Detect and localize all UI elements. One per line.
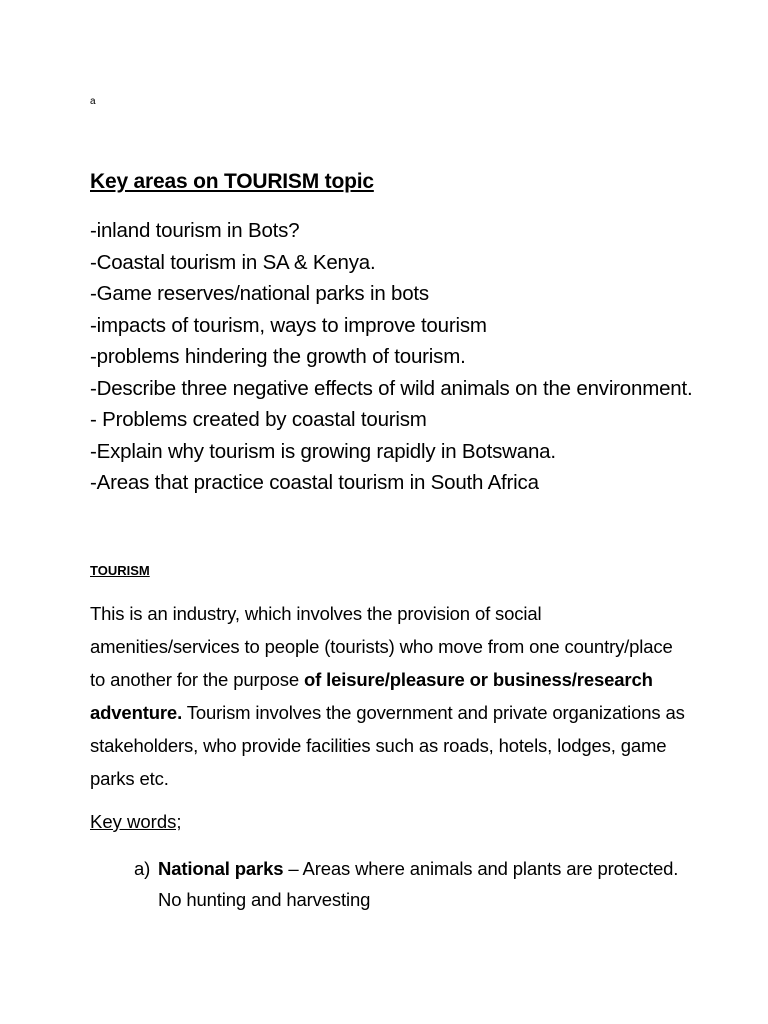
key-area-item: -impacts of tourism, ways to improve tourism (90, 313, 487, 337)
key-words-list (134, 853, 694, 915)
definition-text-part1: This is an industry, which involves the provision of social amenities/services to people (tourists) who move from one country/place to another for the purpose (90, 603, 673, 690)
key-area-item: -Areas that practice coastal tourism in South Africa (90, 471, 539, 494)
key-area-item: -Game reserves/national parks in bots (90, 282, 429, 305)
page-marker: a (90, 96, 96, 107)
tourism-section-title: TOURISM (90, 563, 150, 578)
key-word-term: National parks (158, 858, 284, 879)
key-word-item (134, 853, 694, 915)
key-areas-heading: Key areas on TOURISM topic (90, 170, 374, 193)
key-areas-list (90, 215, 730, 499)
key-area-item: -inland tourism in Bots? (90, 219, 300, 242)
key-area-item: -Describe three negative effects of wild animals on the environment. (90, 376, 693, 400)
definition-emphasis: of leisure/pleasure or business/research adventure. (90, 669, 653, 723)
key-word-definition: Areas where animals and plants are protected. No hunting and harvesting (158, 858, 679, 910)
key-word-separator: – (283, 858, 303, 879)
key-words-label: Key words; (90, 811, 182, 832)
key-area-item: -problems hindering the growth of tourism. (90, 345, 466, 368)
tourism-definition (90, 597, 690, 795)
key-word-marker: a) (134, 858, 151, 879)
key-area-item: -Explain why tourism is growing rapidly in Botswana. (90, 439, 556, 463)
definition-text-part2: Tourism involves the government and private organizations as stakeholders, who provide facilities such as roads, hotels, lodges, game parks etc. (90, 702, 685, 789)
key-area-item: -Coastal tourism in SA & Kenya. (90, 250, 376, 274)
key-area-item: - Problems created by coastal tourism (90, 408, 427, 431)
